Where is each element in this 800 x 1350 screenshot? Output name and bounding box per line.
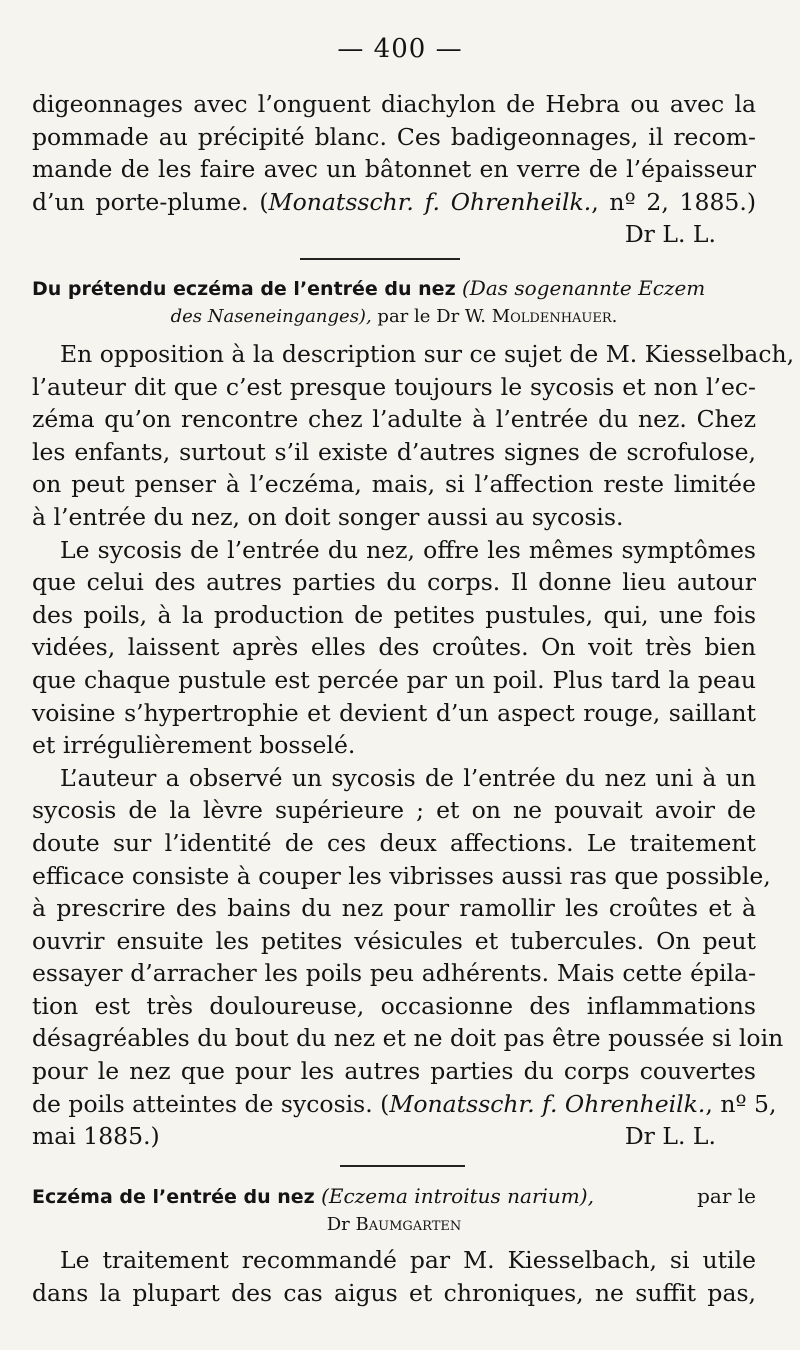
text-line: mande de les faire avec un bâtonnet en verre de l’épaisseur bbox=[32, 155, 756, 184]
text-line: En opposition à la description sur ce sujet de M. Kiesselbach, bbox=[60, 340, 795, 368]
separator-rule bbox=[300, 258, 460, 260]
text-line: voisine s’hypertrophie et devient d’un aspect rouge, saillant bbox=[32, 698, 756, 727]
article-author: Baumgarten bbox=[355, 1214, 462, 1235]
text-line: vidées, laissent après elles des croûtes. On voit très bien bbox=[32, 633, 756, 662]
separator-rule bbox=[340, 1165, 465, 1167]
text-line: l’auteur dit que c’est presque toujours le sycosis et non l’ec- bbox=[32, 372, 756, 401]
article-author-prefix: par le Dr W. bbox=[377, 306, 486, 327]
previous-article-text bbox=[32, 88, 756, 251]
text-line: de poils atteintes de sycosis. (Monatsschr. f. Ohrenheilk., nº 5, bbox=[32, 1089, 777, 1118]
text-line: ouvrir ensuite les petites vésicules et tubercules. On peut bbox=[32, 926, 756, 955]
article-title: Eczéma de l’entrée du nez bbox=[32, 1186, 315, 1208]
text-line: mai 1885.) Dr L. L. bbox=[32, 1120, 756, 1153]
article-heading bbox=[32, 1182, 756, 1239]
article-title-latin: (Eczema introitus narium), bbox=[321, 1184, 594, 1208]
signature: Dr L. L. bbox=[624, 220, 716, 249]
article-author-prefix: par le bbox=[697, 1184, 756, 1208]
text-line: sycosis de la lèvre supérieure ; et on ne pouvait avoir de bbox=[32, 796, 756, 825]
text-line: essayer d’arracher les poils peu adhérents. Mais cette épila- bbox=[32, 959, 756, 988]
article-body bbox=[32, 338, 795, 1153]
text-line: Le sycosis de l’entrée du nez, offre les mêmes symptômes bbox=[60, 535, 756, 564]
text-line: Le traitement recommandé par M. Kiesselbach, si utile bbox=[60, 1246, 756, 1274]
page-number: — 400 — bbox=[337, 34, 463, 64]
article-title-german-cont: des Naseneinganges), bbox=[170, 306, 372, 327]
text-line: des poils, à la production de petites pustules, qui, une fois bbox=[32, 600, 756, 629]
text-line: zéma qu’on rencontre chez l’adulte à l’entrée du nez. Chez bbox=[32, 405, 756, 434]
article-body bbox=[32, 1244, 756, 1309]
article-heading bbox=[32, 274, 756, 331]
article-title: Du prétendu eczéma de l’entrée du nez bbox=[32, 278, 456, 300]
text-line: et irrégulièrement bosselé. bbox=[32, 731, 356, 760]
text-line: tion est très douloureuse, occasionne des inflammations bbox=[32, 991, 756, 1020]
text-line: désagréables du bout du nez et ne doit pas être poussée si loin bbox=[32, 1024, 784, 1053]
text-line: à l’entrée du nez, on doit songer aussi au sycosis. bbox=[32, 502, 624, 531]
text-line: que chaque pustule est percée par un poil. Plus tard la peau bbox=[32, 665, 756, 694]
text-line: les enfants, surtout s’il existe d’autres signes de scrofulose, bbox=[32, 437, 756, 466]
text-line: doute sur l’identité de ces deux affections. Le traitement bbox=[32, 828, 756, 857]
journal-citation: Monatsschr. f. Ohrenheilk. bbox=[389, 1089, 706, 1118]
article-title-german: (Das sogenannte Eczem bbox=[462, 276, 706, 300]
text-line: on peut penser à l’eczéma, mais, si l’affection reste limitée bbox=[32, 470, 756, 499]
text-line: pommade au précipité blanc. Ces badigeonnages, il recom- bbox=[32, 122, 756, 151]
article-author-title: Dr bbox=[326, 1214, 350, 1235]
text-line: à prescrire des bains du nez pour ramollir les croûtes et à bbox=[32, 894, 756, 923]
text-line: dans la plupart des cas aigus et chroniques, ne suffit pas, bbox=[32, 1278, 756, 1307]
text-line: L’auteur a observé un sycosis de l’entrée du nez uni à un bbox=[60, 763, 756, 792]
journal-citation: Monatsschr. f. Ohrenheilk. bbox=[268, 187, 592, 216]
text-line: efficace consiste à couper les vibrisses aussi ras que possible, bbox=[32, 861, 771, 890]
text-line: que celui des autres parties du corps. Il donne lieu autour bbox=[32, 568, 756, 597]
article-author: Moldenhauer. bbox=[491, 306, 618, 327]
signature: Dr L. L. bbox=[624, 1122, 716, 1151]
text-line: digeonnages avec l’onguent diachylon de Hebra ou avec la bbox=[32, 90, 756, 118]
text-line: d’un porte-plume. (Monatsschr. f. Ohrenheilk., nº 2, 1885.) bbox=[32, 187, 756, 216]
text-line: pour le nez que pour les autres parties du corps couvertes bbox=[32, 1057, 756, 1086]
